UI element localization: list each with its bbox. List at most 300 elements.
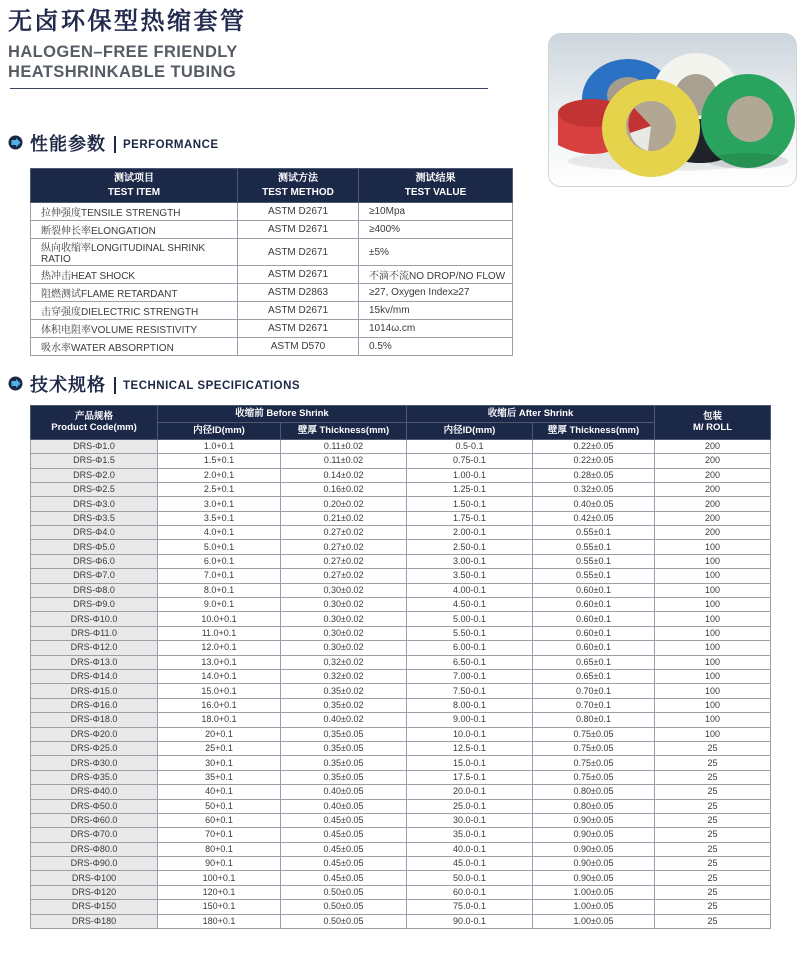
table-cell: 0.35±0.05 [281,727,407,741]
table-cell: 100 [655,598,771,612]
table-cell: 0.27±0.02 [281,540,407,554]
table-cell: 200 [655,468,771,482]
performance-table [30,168,513,356]
table-row [31,785,771,799]
table-cell: 0.75±0.05 [533,741,655,755]
table-cell: 100 [655,655,771,669]
table-cell: 0.60±0.1 [533,612,655,626]
table-cell: DRS-Φ4.0 [31,526,158,540]
table-cell: 25 [655,770,771,784]
table-cell: 50.0-0.1 [407,871,533,885]
table-cell: DRS-Φ120 [31,885,158,899]
table-cell: 0.35±0.02 [281,698,407,712]
page-subtitle [8,42,247,82]
table-cell: 0.40±0.05 [281,785,407,799]
table-row [31,727,771,741]
table-cell: 100 [655,540,771,554]
section-title-divider [114,136,116,153]
table-cell: DRS-Φ40.0 [31,785,158,799]
table-cell: 0.35±0.05 [281,770,407,784]
table-cell: 1014ω.cm [359,320,513,338]
table-row [31,598,771,612]
table-cell: ASTM D2671 [238,239,359,266]
table-cell: DRS-Φ16.0 [31,698,158,712]
table-cell: 0.55±0.1 [533,540,655,554]
table-row [31,713,771,727]
table-cell: DRS-Φ11.0 [31,626,158,640]
product-photo [548,33,797,187]
table-cell: 100 [655,612,771,626]
table-cell: 0.30±0.02 [281,641,407,655]
table-cell: 0.50±0.05 [281,900,407,914]
table-cell: 0.27±0.02 [281,554,407,568]
table-row [31,203,513,221]
table-cell: 0.60±0.1 [533,626,655,640]
table-cell: 4.00-0.1 [407,583,533,597]
table-cell: ≥400% [359,221,513,239]
table-cell: 0.35±0.02 [281,684,407,698]
table-cell: 0.45±0.05 [281,813,407,827]
table-cell: 100 [655,583,771,597]
table-cell: 90+0.1 [158,857,281,871]
table-cell: 0.90±0.05 [533,842,655,856]
table-cell: 100 [655,684,771,698]
spec-col-before-id: 内径ID(mm) [158,422,281,439]
table-cell: 200 [655,454,771,468]
table-cell: 0.60±0.1 [533,641,655,655]
table-cell: 200 [655,482,771,496]
table-cell: 3.00-0.1 [407,554,533,568]
table-row [31,239,513,266]
table-cell: 25 [655,914,771,928]
table-cell: 0.30±0.02 [281,626,407,640]
table-row [31,655,771,669]
table-cell: 4.0+0.1 [158,526,281,540]
table-cell: 拉伸强度TENSILE STRENGTH [31,203,238,221]
specs-section-header [8,376,300,394]
table-cell: 8.00-0.1 [407,698,533,712]
table-cell: DRS-Φ10.0 [31,612,158,626]
table-cell: 0.50±0.05 [281,885,407,899]
table-cell: 2.5+0.1 [158,482,281,496]
table-cell: 17.5-0.1 [407,770,533,784]
header-cn: 测试方法 [278,173,318,184]
table-cell: 12.0+0.1 [158,641,281,655]
table-cell: 击穿强度DIELECTRIC STRENGTH [31,302,238,320]
table-cell: 0.75-0.1 [407,454,533,468]
table-cell: DRS-Φ6.0 [31,554,158,568]
title-block [8,8,247,82]
table-cell: 0.60±0.1 [533,583,655,597]
performance-section-title-en: PERFORMANCE [123,138,219,151]
table-cell: DRS-Φ8.0 [31,583,158,597]
table-cell: 100 [655,626,771,640]
table-cell: 0.11±0.02 [281,454,407,468]
table-cell: 0.21±0.02 [281,511,407,525]
specs-section-title-cn: 技术规格 [30,375,106,395]
table-cell: 70+0.1 [158,828,281,842]
table-cell: 200 [655,439,771,453]
table-cell: 1.25-0.1 [407,482,533,496]
table-cell: DRS-Φ5.0 [31,540,158,554]
table-cell: 0.11±0.02 [281,439,407,453]
table-row [31,284,513,302]
table-cell: 25 [655,741,771,755]
table-cell: ±5% [359,239,513,266]
table-cell: 100+0.1 [158,871,281,885]
table-cell: 0.45±0.05 [281,842,407,856]
table-row [31,698,771,712]
table-cell: 0.28±0.05 [533,468,655,482]
tubing-rolls-image [548,33,797,187]
performance-col-test-item [31,169,238,203]
table-cell: 5.50-0.1 [407,626,533,640]
table-cell: 7.50-0.1 [407,684,533,698]
table-cell: 0.5% [359,338,513,356]
table-cell: 热冲击HEAT SHOCK [31,266,238,284]
table-row [31,266,513,284]
table-cell: 6.50-0.1 [407,655,533,669]
table-cell: 0.22±0.05 [533,454,655,468]
table-cell: 0.20±0.02 [281,497,407,511]
table-cell: 100 [655,554,771,568]
table-cell: 0.45±0.05 [281,828,407,842]
table-cell: 16.0+0.1 [158,698,281,712]
table-cell: DRS-Φ3.0 [31,497,158,511]
table-row [31,770,771,784]
table-cell: 体积电阻率VOLUME RESISTIVITY [31,320,238,338]
table-row [31,641,771,655]
table-cell: 200 [655,526,771,540]
table-row [31,813,771,827]
table-cell: 10.0-0.1 [407,727,533,741]
arrow-bullet-icon [8,376,23,391]
table-cell: 5.0+0.1 [158,540,281,554]
table-cell: 0.50±0.05 [281,914,407,928]
table-row [31,526,771,540]
table-cell: 35.0-0.1 [407,828,533,842]
table-cell: 100 [655,569,771,583]
table-row [31,583,771,597]
table-cell: 阻燃测试FLAME RETARDANT [31,284,238,302]
table-row [31,221,513,239]
table-cell: DRS-Φ90.0 [31,857,158,871]
spec-col-before-thickness: 壁厚 Thickness(mm) [281,422,407,439]
table-cell: 100 [655,698,771,712]
table-cell: 吸水率WATER ABSORPTION [31,338,238,356]
table-cell: ASTM D2671 [238,203,359,221]
page-subtitle-line1: HALOGEN–FREE FRIENDLY [8,42,238,61]
table-cell: ASTM D2863 [238,284,359,302]
table-cell: 13.0+0.1 [158,655,281,669]
table-row [31,914,771,928]
table-cell: 90.0-0.1 [407,914,533,928]
table-cell: 80+0.1 [158,842,281,856]
table-cell: ASTM D2671 [238,302,359,320]
table-cell: 1.5+0.1 [158,454,281,468]
spec-col-roll [655,406,771,440]
table-cell: 10.0+0.1 [158,612,281,626]
table-row [31,871,771,885]
table-cell: 2.00-0.1 [407,526,533,540]
table-cell: 50+0.1 [158,799,281,813]
table-cell: 180+0.1 [158,914,281,928]
table-cell: 60.0-0.1 [407,885,533,899]
table-row [31,320,513,338]
table-cell: DRS-Φ35.0 [31,770,158,784]
table-cell: 0.65±0.1 [533,670,655,684]
table-cell: 0.42±0.05 [533,511,655,525]
table-cell: 3.50-0.1 [407,569,533,583]
table-cell: 0.80±0.1 [533,713,655,727]
header-cn: 测试结果 [415,173,456,184]
spec-group-before-shrink: 收缩前 Before Shrink [158,406,407,423]
table-row [31,482,771,496]
table-cell: 0.22±0.05 [533,439,655,453]
table-cell: 5.00-0.1 [407,612,533,626]
page-subtitle-line2: HEATSHRINKABLE TUBING [8,62,237,81]
table-cell: 150+0.1 [158,900,281,914]
table-row [31,756,771,770]
performance-col-test-method [238,169,359,203]
table-cell: DRS-Φ1.0 [31,439,158,453]
table-cell: 9.0+0.1 [158,598,281,612]
table-cell: ≥27, Oxygen Index≥27 [359,284,513,302]
table-cell: 25 [655,871,771,885]
table-cell: 60+0.1 [158,813,281,827]
table-cell: 15kv/mm [359,302,513,320]
header-en: TEST METHOD [262,186,334,198]
table-cell: 1.00±0.05 [533,914,655,928]
table-row [31,626,771,640]
table-cell: 0.14±0.02 [281,468,407,482]
specs-section-title-en: TECHNICAL SPECIFICATIONS [123,379,301,392]
table-cell: 25 [655,828,771,842]
table-row [31,684,771,698]
section-title-divider [114,377,116,394]
table-row [31,799,771,813]
table-row [31,554,771,568]
arrow-bullet-icon [8,135,23,150]
table-cell: 6.0+0.1 [158,554,281,568]
table-cell: 100 [655,727,771,741]
header-en: Product Code(mm) [51,422,137,434]
table-cell: 0.32±0.05 [533,482,655,496]
table-cell: ≥10Mpa [359,203,513,221]
table-cell: 7.00-0.1 [407,670,533,684]
table-cell: 18.0+0.1 [158,713,281,727]
table-row [31,842,771,856]
table-cell: 2.50-0.1 [407,540,533,554]
spec-table [30,405,771,929]
table-row [31,612,771,626]
table-cell: 45.0-0.1 [407,857,533,871]
table-cell: 不滴不流NO DROP/NO FLOW [359,266,513,284]
table-cell: 3.0+0.1 [158,497,281,511]
title-divider [10,88,488,89]
table-row [31,900,771,914]
table-cell: 0.90±0.05 [533,857,655,871]
table-cell: 0.65±0.1 [533,655,655,669]
table-cell: 0.32±0.02 [281,655,407,669]
table-cell: DRS-Φ18.0 [31,713,158,727]
table-cell: 25 [655,785,771,799]
table-cell: 120+0.1 [158,885,281,899]
table-cell: 15.0-0.1 [407,756,533,770]
table-cell: 0.80±0.05 [533,785,655,799]
performance-col-test-value [359,169,513,203]
table-cell: 断裂伸长率ELONGATION [31,221,238,239]
table-cell: 0.55±0.1 [533,526,655,540]
header-cn: 测试项目 [114,173,154,184]
spec-col-after-thickness: 壁厚 Thickness(mm) [533,422,655,439]
table-cell: 20.0-0.1 [407,785,533,799]
table-cell: 1.00-0.1 [407,468,533,482]
table-cell: 4.50-0.1 [407,598,533,612]
performance-section-title-cn: 性能参数 [30,134,106,154]
table-cell: 75.0-0.1 [407,900,533,914]
table-cell: 0.55±0.1 [533,554,655,568]
table-cell: DRS-Φ2.0 [31,468,158,482]
table-cell: 0.70±0.1 [533,698,655,712]
table-cell: DRS-Φ80.0 [31,842,158,856]
table-cell: 0.75±0.05 [533,727,655,741]
table-cell: ASTM D2671 [238,221,359,239]
table-cell: DRS-Φ60.0 [31,813,158,827]
table-cell: DRS-Φ3.5 [31,511,158,525]
table-cell: 9.00-0.1 [407,713,533,727]
table-cell: DRS-Φ15.0 [31,684,158,698]
table-cell: 0.70±0.1 [533,684,655,698]
page-title: 无卤环保型热缩套管 [8,8,247,35]
table-cell: DRS-Φ9.0 [31,598,158,612]
table-cell: 25+0.1 [158,741,281,755]
table-cell: 0.5-0.1 [407,439,533,453]
table-cell: 0.90±0.05 [533,871,655,885]
table-cell: 0.35±0.05 [281,756,407,770]
header-en: TEST VALUE [404,186,467,198]
performance-section-header [8,135,219,153]
table-cell: 15.0+0.1 [158,684,281,698]
table-cell: 100 [655,641,771,655]
table-cell: DRS-Φ70.0 [31,828,158,842]
table-cell: DRS-Φ13.0 [31,655,158,669]
table-cell: 0.40±0.05 [533,497,655,511]
table-cell: 1.75-0.1 [407,511,533,525]
table-cell: 1.0+0.1 [158,439,281,453]
table-row [31,741,771,755]
table-cell: 1.50-0.1 [407,497,533,511]
table-cell: 25 [655,842,771,856]
table-cell: 0.45±0.05 [281,871,407,885]
table-cell: 200 [655,497,771,511]
table-cell: 0.27±0.02 [281,526,407,540]
table-cell: 0.75±0.05 [533,756,655,770]
table-cell: 纵向收缩率LONGITUDINAL SHRINK RATIO [31,239,238,266]
table-cell: 7.0+0.1 [158,569,281,583]
table-row [31,828,771,842]
table-row [31,468,771,482]
table-cell: 0.27±0.02 [281,569,407,583]
table-cell: 100 [655,713,771,727]
table-cell: 0.45±0.05 [281,857,407,871]
table-row [31,439,771,453]
table-cell: DRS-Φ25.0 [31,741,158,755]
table-cell: DRS-Φ150 [31,900,158,914]
table-cell: 25 [655,756,771,770]
table-cell: 0.30±0.02 [281,598,407,612]
table-cell: DRS-Φ14.0 [31,670,158,684]
table-cell: ASTM D2671 [238,266,359,284]
table-cell: 3.5+0.1 [158,511,281,525]
table-cell: DRS-Φ30.0 [31,756,158,770]
table-cell: 0.16±0.02 [281,482,407,496]
header-cn: 产品规格 [74,410,113,422]
table-cell: 0.40±0.02 [281,713,407,727]
spec-col-product-code [31,406,158,440]
table-cell: 1.00±0.05 [533,885,655,899]
table-cell: 11.0+0.1 [158,626,281,640]
table-cell: 1.00±0.05 [533,900,655,914]
table-row [31,670,771,684]
performance-table-header-row [31,169,513,203]
table-cell: 25 [655,813,771,827]
table-row [31,454,771,468]
table-cell: ASTM D570 [238,338,359,356]
table-cell: 30.0-0.1 [407,813,533,827]
table-cell: 8.0+0.1 [158,583,281,597]
table-cell: 40.0-0.1 [407,842,533,856]
table-cell: 40+0.1 [158,785,281,799]
table-cell: 0.55±0.1 [533,569,655,583]
table-cell: DRS-Φ180 [31,914,158,928]
table-cell: 2.0+0.1 [158,468,281,482]
table-cell: 0.30±0.02 [281,612,407,626]
table-row [31,497,771,511]
table-cell: ASTM D2671 [238,320,359,338]
table-cell: 14.0+0.1 [158,670,281,684]
table-cell: 0.30±0.02 [281,583,407,597]
spec-group-after-shrink: 收缩后 After Shrink [407,406,655,423]
table-row [31,540,771,554]
table-cell: 12.5-0.1 [407,741,533,755]
table-cell: DRS-Φ1.5 [31,454,158,468]
table-cell: 20+0.1 [158,727,281,741]
table-cell: DRS-Φ20.0 [31,727,158,741]
table-row [31,885,771,899]
table-cell: 6.00-0.1 [407,641,533,655]
table-cell: DRS-Φ7.0 [31,569,158,583]
table-cell: 25 [655,900,771,914]
table-cell: DRS-Φ12.0 [31,641,158,655]
table-cell: 0.90±0.05 [533,813,655,827]
table-row [31,338,513,356]
table-cell: 0.90±0.05 [533,828,655,842]
table-cell: 100 [655,670,771,684]
table-cell: 0.60±0.1 [533,598,655,612]
table-cell: 25 [655,885,771,899]
table-cell: 25 [655,857,771,871]
table-row [31,857,771,871]
table-row [31,569,771,583]
table-cell: DRS-Φ100 [31,871,158,885]
table-cell: 30+0.1 [158,756,281,770]
table-cell: 0.40±0.05 [281,799,407,813]
table-cell: 25 [655,799,771,813]
spec-col-after-id: 内径ID(mm) [407,422,533,439]
table-row [31,511,771,525]
table-cell: DRS-Φ50.0 [31,799,158,813]
